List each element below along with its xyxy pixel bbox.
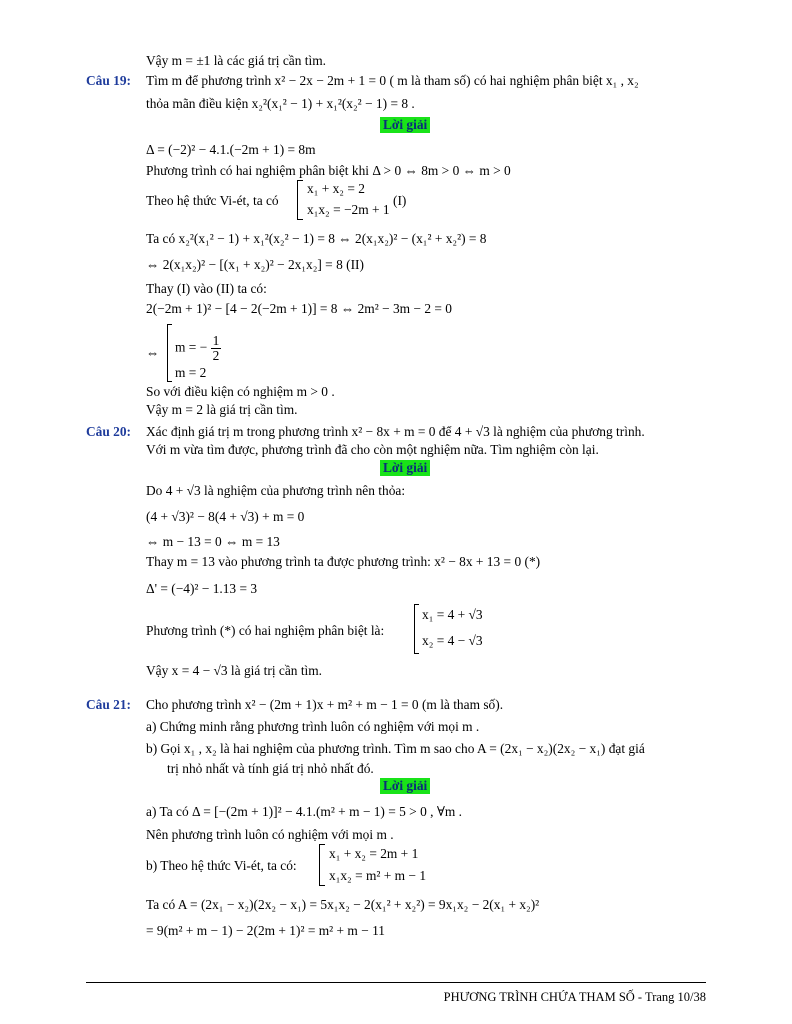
system-brace [297, 180, 303, 220]
text-line: Do 4 + √3 là nghiệm của phương trình nên thỏa: [146, 483, 406, 498]
text-line: Thay m = 13 vào phương trình ta được phương trình: x² − 8x + 13 = 0 (*) [146, 554, 541, 569]
solution-heading: Lời giải [380, 117, 430, 133]
solution-value: m = 2 [175, 365, 207, 380]
text-line: Nên phương trình luôn có nghiệm với mọi m . [146, 827, 394, 842]
text-line: Thay (I) vào (II) ta có: [146, 281, 267, 296]
question-label: Câu 20: [86, 424, 132, 439]
question-text: Với m vừa tìm được, phương trình đã cho còn một nghiệm nữa. Tìm nghiệm còn lại. [146, 442, 599, 457]
question-text: Xác định giá trị m trong phương trình x² − 8x + m = 0 để 4 + √3 là nghiệm của phương trình. [146, 424, 645, 439]
math-line: Δ = (−2)² − 4.1.(−2m + 1) = 8m [146, 142, 316, 157]
text-line: Vậy m = ±1 là các giá trị cần tìm. [146, 53, 326, 68]
system-equation: x₁x₂ = −2m + 1 [307, 202, 390, 217]
text-line: Vậy x = 4 − √3 là giá trị cần tìm. [146, 663, 323, 678]
text-line: So với điều kiện có nghiệm m > 0 . [146, 384, 335, 399]
math-line: (4 + √3)² − 8(4 + √3) + m = 0 [146, 509, 305, 524]
question-text: b) Gọi x₁ , x₂ là hai nghiệm của phương trình. Tìm m sao cho A = (2x₁ − x₂)(2x₂ − x₁) đạt giá [146, 741, 645, 756]
equation-tag: (I) [393, 193, 407, 208]
equivalence-symbol: ⇔ [146, 345, 160, 360]
question-label: Câu 21: [86, 697, 132, 712]
question-text: Tìm m để phương trình x² − 2x − 2m + 1 = 0 ( m là tham số) có hai nghiệm phân biệt x₁ , x₂ [146, 73, 639, 88]
solution-bracket [414, 604, 419, 654]
text-line: Theo hệ thức Vi-ét, ta có [146, 193, 279, 208]
system-brace [319, 844, 325, 886]
math-line: 2(−2m + 1)² − [4 − 2(−2m + 1)] = 8 ⇔ 2m² − 3m − 2 = 0 [146, 301, 452, 316]
fraction: $\frac{1}{2}$ [212, 333, 220, 363]
system-equation: x₁ + x₂ = 2 [307, 181, 365, 196]
system-equation: x₁x₂ = m² + m − 1 [329, 868, 427, 883]
math-line: Δ' = (−4)² − 1.13 = 3 [146, 581, 258, 596]
math-line: ⇔ m − 13 = 0 ⇔ m = 13 [146, 534, 280, 549]
math-line: Ta có x₂²(x₁² − 1) + x₁²(x₂² − 1) = 8 ⇔ 2(x₁x₂)² − (x₁² + x₂²) = 8 [146, 231, 487, 246]
question-text: a) Chứng minh rằng phương trình luôn có nghiệm với mọi m . [146, 719, 480, 734]
question-text: trị nhỏ nhất và tính giá trị nhỏ nhất đó. [167, 761, 374, 776]
question-label: Câu 19: [86, 73, 132, 88]
question-text: Cho phương trình x² − (2m + 1)x + m² + m − 1 = 0 (m là tham số). [146, 697, 504, 712]
text-line: Phương trình (*) có hai nghiệm phân biệt là: [146, 623, 385, 638]
math-line: = 9(m² + m − 1) − 2(2m + 1)² = m² + m − 11 [146, 923, 385, 938]
solution-bracket [167, 324, 172, 382]
solution-value: x₁ = 4 + √3 [422, 607, 483, 622]
solution-heading: Lời giải [380, 778, 430, 794]
solution-value: x₂ = 4 − √3 [422, 633, 483, 648]
math-line: ⇔ 2(x₁x₂)² − [(x₁ + x₂)² − 2x₁x₂] = 8 (II) [146, 257, 364, 272]
question-text: thỏa mãn điều kiện x₂²(x₁² − 1) + x₁²(x₂² − 1) = 8 . [146, 96, 415, 111]
math-line: Ta có A = (2x₁ − x₂)(2x₂ − x₁) = 5x₁x₂ − 2(x₁² + x₂²) = 9x₁x₂ − 2(x₁ + x₂)² [146, 897, 540, 912]
solution-heading: Lời giải [380, 460, 430, 476]
text-line: b) Theo hệ thức Vi-ét, ta có: [146, 858, 297, 873]
system-equation: x₁ + x₂ = 2m + 1 [329, 846, 419, 861]
math-line: a) Ta có Δ = [−(2m + 1)]² − 4.1.(m² + m − 1) = 5 > 0 , ∀m . [146, 804, 463, 819]
text-line: Phương trình có hai nghiệm phân biệt khi Δ > 0 ⇔ 8m > 0 ⇔ m > 0 [146, 163, 511, 178]
footer-rule [86, 982, 706, 983]
page-footer: PHƯƠNG TRÌNH CHỨA THAM SỐ - Trang 10/38 [443, 990, 706, 1004]
solution-value: m = − $\frac{1}{2}$ [175, 333, 220, 363]
text-line: Vậy m = 2 là giá trị cần tìm. [146, 402, 298, 417]
